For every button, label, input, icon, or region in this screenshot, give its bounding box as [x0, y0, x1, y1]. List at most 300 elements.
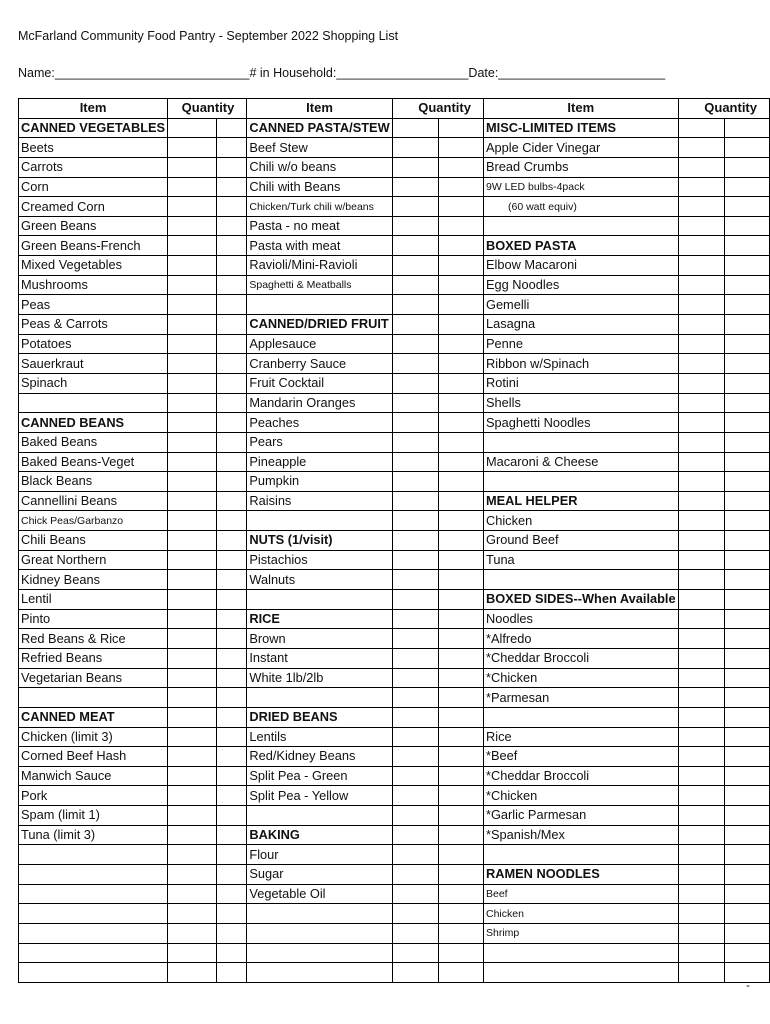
quantity-cell[interactable]: [678, 766, 724, 786]
quantity-cell[interactable]: [678, 216, 724, 236]
item-cell: 9W LED bulbs-4pack: [483, 177, 678, 197]
quantity-cell[interactable]: [438, 747, 483, 767]
quantity-cell[interactable]: [168, 570, 216, 590]
quantity-cell[interactable]: [724, 825, 769, 845]
quantity-cell[interactable]: [216, 786, 247, 806]
quantity-cell[interactable]: [216, 452, 247, 472]
quantity-cell[interactable]: [216, 707, 247, 727]
quantity-cell[interactable]: [438, 216, 483, 236]
quantity-cell[interactable]: [216, 275, 247, 295]
quantity-cell[interactable]: [392, 315, 438, 335]
quantity-cell[interactable]: [678, 590, 724, 610]
quantity-cell[interactable]: [392, 295, 438, 315]
quantity-cell[interactable]: [392, 432, 438, 452]
quantity-cell[interactable]: [216, 413, 247, 433]
quantity-cell[interactable]: [392, 707, 438, 727]
quantity-cell[interactable]: [678, 786, 724, 806]
quantity-cell[interactable]: [438, 472, 483, 492]
household-info-line[interactable]: Name:____________________________# in Household:___________________Date:________________________: [18, 66, 666, 80]
quantity-cell[interactable]: [168, 491, 216, 511]
quantity-cell[interactable]: [438, 236, 483, 256]
item-cell: Black Beans: [19, 472, 168, 492]
quantity-cell[interactable]: [724, 373, 769, 393]
quantity-cell[interactable]: [168, 845, 216, 865]
item-cell: Beets: [19, 138, 168, 158]
quantity-cell[interactable]: [168, 334, 216, 354]
quantity-cell[interactable]: [392, 590, 438, 610]
quantity-cell[interactable]: [216, 904, 247, 924]
quantity-cell[interactable]: [724, 688, 769, 708]
quantity-cell[interactable]: [392, 570, 438, 590]
quantity-cell[interactable]: [216, 570, 247, 590]
quantity-cell[interactable]: [438, 354, 483, 374]
quantity-cell[interactable]: [678, 884, 724, 904]
quantity-cell[interactable]: [392, 197, 438, 217]
quantity-cell[interactable]: [392, 452, 438, 472]
quantity-cell[interactable]: [392, 118, 438, 138]
quantity-cell[interactable]: [678, 531, 724, 551]
quantity-cell[interactable]: [724, 590, 769, 610]
item-cell: Raisins: [247, 491, 392, 511]
quantity-cell[interactable]: [216, 766, 247, 786]
quantity-cell[interactable]: [724, 727, 769, 747]
quantity-cell[interactable]: [216, 138, 247, 158]
quantity-cell[interactable]: [438, 197, 483, 217]
quantity-cell[interactable]: [168, 943, 216, 963]
table-row: [19, 531, 770, 551]
quantity-cell[interactable]: [216, 256, 247, 276]
quantity-cell[interactable]: [438, 295, 483, 315]
quantity-cell[interactable]: [216, 216, 247, 236]
quantity-cell[interactable]: [168, 806, 216, 826]
quantity-cell[interactable]: [168, 118, 216, 138]
quantity-cell[interactable]: [678, 707, 724, 727]
quantity-cell[interactable]: [216, 295, 247, 315]
quantity-cell[interactable]: [392, 256, 438, 276]
quantity-cell[interactable]: [168, 727, 216, 747]
item-cell: *Spanish/Mex: [483, 825, 678, 845]
quantity-cell[interactable]: [168, 275, 216, 295]
quantity-cell[interactable]: [216, 491, 247, 511]
quantity-cell[interactable]: [216, 432, 247, 452]
quantity-cell[interactable]: [438, 806, 483, 826]
quantity-cell[interactable]: [392, 157, 438, 177]
quantity-cell[interactable]: [392, 511, 438, 531]
quantity-cell[interactable]: [168, 472, 216, 492]
quantity-cell[interactable]: [678, 138, 724, 158]
quantity-cell[interactable]: [678, 904, 724, 924]
quantity-cell[interactable]: [678, 295, 724, 315]
quantity-cell[interactable]: [678, 432, 724, 452]
item-cell: [247, 963, 392, 983]
item-cell: Vegetable Oil: [247, 884, 392, 904]
quantity-cell[interactable]: [216, 177, 247, 197]
quantity-cell[interactable]: [438, 315, 483, 335]
quantity-cell[interactable]: [392, 334, 438, 354]
quantity-cell[interactable]: [438, 138, 483, 158]
category-header: DRIED BEANS: [247, 707, 392, 727]
quantity-cell[interactable]: [678, 864, 724, 884]
quantity-cell[interactable]: [678, 747, 724, 767]
quantity-cell[interactable]: [438, 943, 483, 963]
table-row: [19, 138, 770, 158]
quantity-cell[interactable]: [216, 315, 247, 335]
quantity-cell[interactable]: [724, 570, 769, 590]
quantity-cell[interactable]: [724, 884, 769, 904]
quantity-cell[interactable]: [438, 629, 483, 649]
quantity-cell[interactable]: [392, 845, 438, 865]
quantity-cell[interactable]: [724, 177, 769, 197]
quantity-cell[interactable]: [216, 884, 247, 904]
table-row: [19, 904, 770, 924]
quantity-cell[interactable]: [438, 648, 483, 668]
quantity-cell[interactable]: [724, 747, 769, 767]
quantity-cell[interactable]: [724, 295, 769, 315]
quantity-cell[interactable]: [724, 491, 769, 511]
quantity-cell[interactable]: [392, 177, 438, 197]
quantity-cell[interactable]: [678, 334, 724, 354]
quantity-cell[interactable]: [216, 688, 247, 708]
quantity-cell[interactable]: [168, 766, 216, 786]
item-cell: Shrimp: [483, 923, 678, 943]
quantity-cell[interactable]: [438, 845, 483, 865]
quantity-cell[interactable]: [724, 432, 769, 452]
quantity-cell[interactable]: [678, 845, 724, 865]
quantity-cell[interactable]: [438, 177, 483, 197]
quantity-cell[interactable]: [216, 845, 247, 865]
quantity-cell[interactable]: [438, 432, 483, 452]
item-cell: [483, 943, 678, 963]
quantity-cell[interactable]: [168, 531, 216, 551]
quantity-cell[interactable]: [392, 688, 438, 708]
quantity-cell[interactable]: [438, 609, 483, 629]
quantity-cell[interactable]: [438, 393, 483, 413]
quantity-cell[interactable]: [724, 138, 769, 158]
quantity-cell[interactable]: [724, 315, 769, 335]
quantity-cell[interactable]: [168, 373, 216, 393]
quantity-cell[interactable]: [678, 511, 724, 531]
quantity-cell[interactable]: [392, 806, 438, 826]
item-cell: Elbow Macaroni: [483, 256, 678, 276]
quantity-cell[interactable]: [216, 727, 247, 747]
quantity-cell[interactable]: [392, 373, 438, 393]
quantity-cell[interactable]: [724, 864, 769, 884]
quantity-cell[interactable]: [678, 688, 724, 708]
quantity-cell[interactable]: [392, 884, 438, 904]
item-cell: Split Pea - Yellow: [247, 786, 392, 806]
quantity-cell[interactable]: [678, 943, 724, 963]
quantity-cell[interactable]: [678, 118, 724, 138]
quantity-cell[interactable]: [724, 629, 769, 649]
quantity-cell[interactable]: [168, 413, 216, 433]
quantity-cell[interactable]: [216, 609, 247, 629]
quantity-cell[interactable]: [392, 609, 438, 629]
item-cell: *Cheddar Broccoli: [483, 648, 678, 668]
item-cell: Ribbon w/Spinach: [483, 354, 678, 374]
quantity-cell[interactable]: [216, 806, 247, 826]
quantity-cell[interactable]: [678, 354, 724, 374]
quantity-cell[interactable]: [438, 668, 483, 688]
quantity-cell[interactable]: [392, 236, 438, 256]
quantity-cell[interactable]: [392, 747, 438, 767]
quantity-cell[interactable]: [216, 550, 247, 570]
quantity-cell[interactable]: [678, 963, 724, 983]
table-row: [19, 806, 770, 826]
quantity-cell[interactable]: [724, 609, 769, 629]
quantity-cell[interactable]: [392, 825, 438, 845]
quantity-cell[interactable]: [438, 157, 483, 177]
item-cell: [247, 923, 392, 943]
quantity-cell[interactable]: [392, 354, 438, 374]
quantity-cell[interactable]: [168, 315, 216, 335]
quantity-cell[interactable]: [216, 197, 247, 217]
quantity-cell[interactable]: [438, 118, 483, 138]
quantity-cell[interactable]: [216, 531, 247, 551]
quantity-cell[interactable]: [168, 511, 216, 531]
quantity-cell[interactable]: [392, 648, 438, 668]
quantity-cell[interactable]: [392, 923, 438, 943]
quantity-cell[interactable]: [392, 963, 438, 983]
quantity-cell[interactable]: [392, 413, 438, 433]
quantity-cell[interactable]: [216, 668, 247, 688]
quantity-cell[interactable]: [168, 216, 216, 236]
quantity-cell[interactable]: [678, 256, 724, 276]
quantity-cell[interactable]: [168, 884, 216, 904]
quantity-cell[interactable]: [168, 354, 216, 374]
item-cell: Cranberry Sauce: [247, 354, 392, 374]
quantity-cell[interactable]: [168, 432, 216, 452]
quantity-cell[interactable]: [216, 943, 247, 963]
quantity-cell[interactable]: [168, 786, 216, 806]
item-cell: Pears: [247, 432, 392, 452]
item-column-header: Item: [19, 99, 168, 119]
quantity-cell[interactable]: [438, 825, 483, 845]
quantity-cell[interactable]: [724, 648, 769, 668]
quantity-cell[interactable]: [678, 472, 724, 492]
quantity-cell[interactable]: [216, 511, 247, 531]
quantity-cell[interactable]: [438, 923, 483, 943]
quantity-cell[interactable]: [724, 845, 769, 865]
quantity-cell[interactable]: [216, 825, 247, 845]
quantity-cell[interactable]: [216, 472, 247, 492]
quantity-cell[interactable]: [168, 138, 216, 158]
quantity-cell[interactable]: [724, 943, 769, 963]
quantity-cell[interactable]: [168, 648, 216, 668]
quantity-cell[interactable]: [216, 354, 247, 374]
quantity-cell[interactable]: [678, 923, 724, 943]
quantity-cell[interactable]: [216, 373, 247, 393]
item-cell: Egg Noodles: [483, 275, 678, 295]
quantity-cell[interactable]: [216, 963, 247, 983]
quantity-cell[interactable]: [392, 904, 438, 924]
quantity-cell[interactable]: [216, 629, 247, 649]
quantity-cell[interactable]: [168, 864, 216, 884]
quantity-cell[interactable]: [392, 550, 438, 570]
quantity-cell[interactable]: [678, 157, 724, 177]
quantity-cell[interactable]: [724, 393, 769, 413]
quantity-cell[interactable]: [168, 825, 216, 845]
quantity-cell[interactable]: [392, 668, 438, 688]
quantity-cell[interactable]: [438, 531, 483, 551]
quantity-cell[interactable]: [168, 393, 216, 413]
quantity-cell[interactable]: [438, 491, 483, 511]
quantity-cell[interactable]: [678, 570, 724, 590]
quantity-cell[interactable]: [168, 904, 216, 924]
quantity-cell[interactable]: [392, 472, 438, 492]
quantity-cell[interactable]: [392, 491, 438, 511]
quantity-cell[interactable]: [724, 923, 769, 943]
table-row: [19, 727, 770, 747]
quantity-cell[interactable]: [724, 275, 769, 295]
quantity-cell[interactable]: [438, 688, 483, 708]
table-row: [19, 884, 770, 904]
quantity-cell[interactable]: [168, 452, 216, 472]
quantity-cell[interactable]: [168, 590, 216, 610]
quantity-cell[interactable]: [678, 648, 724, 668]
quantity-cell[interactable]: [216, 923, 247, 943]
quantity-cell[interactable]: [438, 413, 483, 433]
quantity-cell[interactable]: [168, 629, 216, 649]
category-header: CANNED/DRIED FRUIT: [247, 315, 392, 335]
quantity-cell[interactable]: [724, 334, 769, 354]
quantity-cell[interactable]: [678, 373, 724, 393]
quantity-cell[interactable]: [392, 138, 438, 158]
table-row: [19, 256, 770, 276]
quantity-cell[interactable]: [216, 590, 247, 610]
quantity-cell[interactable]: [678, 393, 724, 413]
quantity-cell[interactable]: [678, 413, 724, 433]
quantity-cell[interactable]: [678, 236, 724, 256]
table-row: [19, 570, 770, 590]
quantity-cell[interactable]: [438, 570, 483, 590]
quantity-cell[interactable]: [724, 786, 769, 806]
item-cell: [483, 707, 678, 727]
quantity-cell[interactable]: [216, 393, 247, 413]
item-cell: Rotini: [483, 373, 678, 393]
quantity-cell[interactable]: [392, 766, 438, 786]
quantity-cell[interactable]: [168, 707, 216, 727]
table-row: [19, 118, 770, 138]
quantity-cell[interactable]: [168, 236, 216, 256]
quantity-cell[interactable]: [724, 707, 769, 727]
quantity-cell[interactable]: [724, 118, 769, 138]
quantity-cell[interactable]: [724, 452, 769, 472]
quantity-cell[interactable]: [724, 806, 769, 826]
item-cell: Sauerkraut: [19, 354, 168, 374]
quantity-cell[interactable]: [438, 963, 483, 983]
quantity-cell[interactable]: [168, 963, 216, 983]
quantity-cell[interactable]: [168, 688, 216, 708]
quantity-cell[interactable]: [392, 531, 438, 551]
quantity-cell[interactable]: [438, 590, 483, 610]
quantity-cell[interactable]: [724, 354, 769, 374]
quantity-cell[interactable]: [168, 609, 216, 629]
quantity-cell[interactable]: [168, 295, 216, 315]
item-cell: Sugar: [247, 864, 392, 884]
quantity-cell[interactable]: [438, 275, 483, 295]
quantity-cell[interactable]: [438, 256, 483, 276]
quantity-cell[interactable]: [678, 177, 724, 197]
quantity-cell[interactable]: [724, 550, 769, 570]
category-header: BOXED SIDES--When Available: [483, 590, 678, 610]
quantity-cell[interactable]: [438, 511, 483, 531]
quantity-cell[interactable]: [438, 452, 483, 472]
quantity-cell[interactable]: [678, 275, 724, 295]
quantity-cell[interactable]: [678, 609, 724, 629]
quantity-cell[interactable]: [678, 452, 724, 472]
quantity-cell[interactable]: [724, 668, 769, 688]
quantity-cell[interactable]: [438, 864, 483, 884]
quantity-cell[interactable]: [438, 373, 483, 393]
quantity-cell[interactable]: [392, 393, 438, 413]
quantity-cell[interactable]: [168, 923, 216, 943]
quantity-cell[interactable]: [168, 550, 216, 570]
quantity-cell[interactable]: [216, 157, 247, 177]
quantity-cell[interactable]: [724, 531, 769, 551]
quantity-cell[interactable]: [216, 334, 247, 354]
quantity-cell[interactable]: [678, 629, 724, 649]
item-cell: Bread Crumbs: [483, 157, 678, 177]
quantity-cell[interactable]: [724, 904, 769, 924]
quantity-cell[interactable]: [392, 629, 438, 649]
quantity-cell[interactable]: [678, 315, 724, 335]
quantity-cell[interactable]: [438, 334, 483, 354]
quantity-cell[interactable]: [392, 727, 438, 747]
quantity-cell[interactable]: [438, 727, 483, 747]
quantity-cell[interactable]: [724, 197, 769, 217]
quantity-cell[interactable]: [168, 747, 216, 767]
quantity-cell[interactable]: [168, 177, 216, 197]
quantity-cell[interactable]: [724, 216, 769, 236]
quantity-cell[interactable]: [724, 256, 769, 276]
quantity-cell[interactable]: [392, 943, 438, 963]
quantity-cell[interactable]: [678, 197, 724, 217]
quantity-cell[interactable]: [678, 806, 724, 826]
quantity-cell[interactable]: [724, 157, 769, 177]
quantity-cell[interactable]: [216, 648, 247, 668]
quantity-cell[interactable]: [438, 550, 483, 570]
quantity-cell[interactable]: [724, 413, 769, 433]
quantity-cell[interactable]: [678, 550, 724, 570]
quantity-cell[interactable]: [724, 472, 769, 492]
quantity-cell[interactable]: [438, 786, 483, 806]
quantity-cell[interactable]: [724, 511, 769, 531]
quantity-cell[interactable]: [438, 904, 483, 924]
quantity-cell[interactable]: [678, 668, 724, 688]
quantity-cell[interactable]: [438, 766, 483, 786]
quantity-cell[interactable]: [168, 668, 216, 688]
quantity-cell[interactable]: [724, 236, 769, 256]
quantity-cell[interactable]: [392, 864, 438, 884]
quantity-cell[interactable]: [678, 727, 724, 747]
item-cell: Chicken: [483, 904, 678, 924]
quantity-cell[interactable]: [392, 275, 438, 295]
quantity-cell[interactable]: [216, 864, 247, 884]
quantity-cell[interactable]: [168, 197, 216, 217]
quantity-cell[interactable]: [216, 236, 247, 256]
quantity-cell[interactable]: [678, 491, 724, 511]
quantity-cell[interactable]: [438, 884, 483, 904]
quantity-cell[interactable]: [392, 216, 438, 236]
quantity-cell[interactable]: [216, 118, 247, 138]
quantity-cell[interactable]: [168, 157, 216, 177]
quantity-cell[interactable]: [724, 766, 769, 786]
quantity-cell[interactable]: [216, 747, 247, 767]
quantity-cell[interactable]: [678, 825, 724, 845]
quantity-cell[interactable]: [392, 786, 438, 806]
quantity-cell[interactable]: [168, 256, 216, 276]
quantity-cell[interactable]: [438, 707, 483, 727]
